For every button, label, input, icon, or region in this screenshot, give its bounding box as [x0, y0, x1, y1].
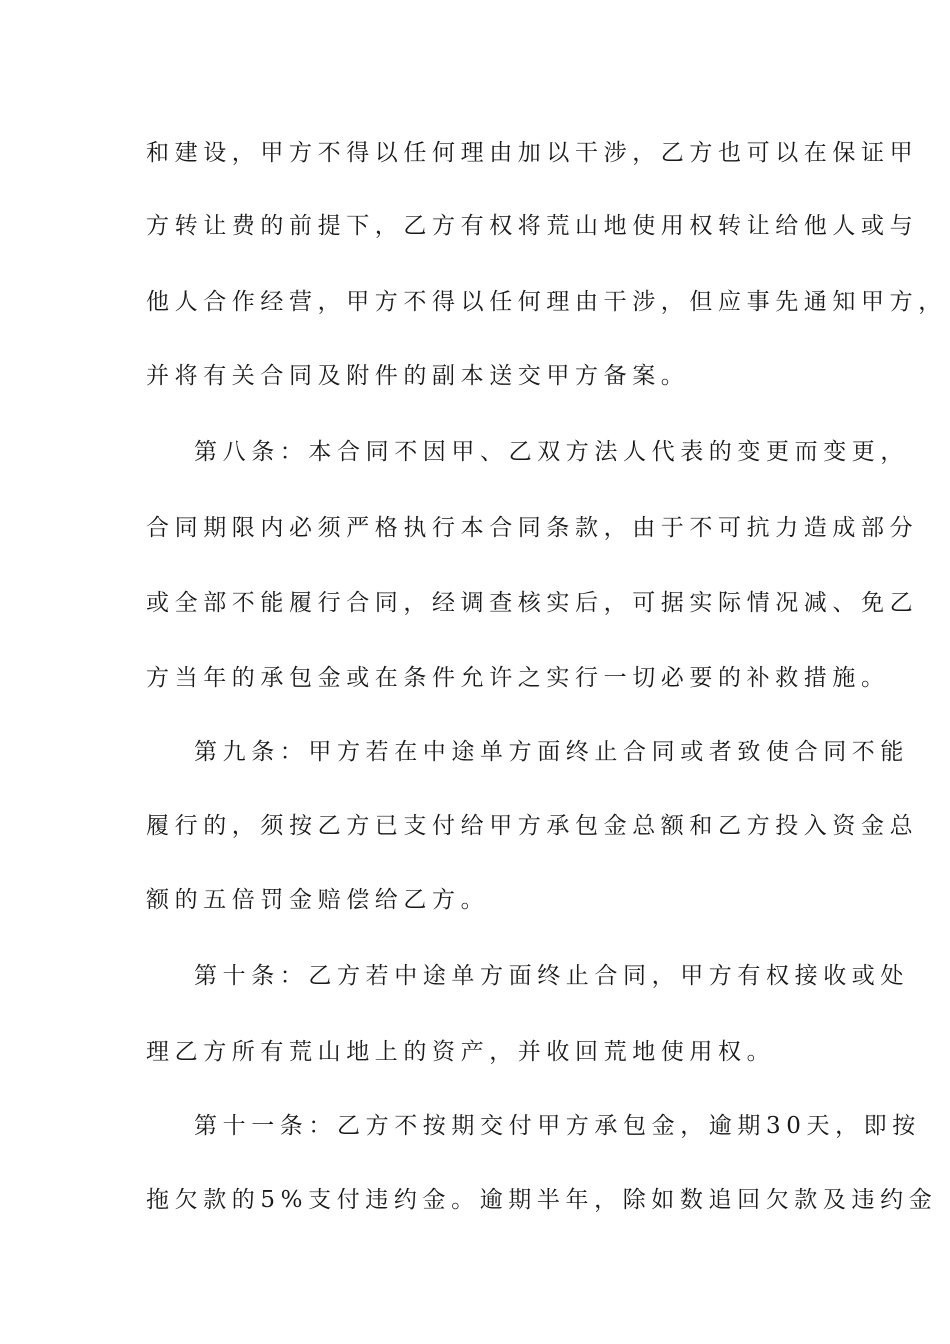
text-line: 履行的，须按乙方已支付给甲方承包金总额和乙方投入资金总 — [146, 813, 919, 839]
text-line: 方转让费的前提下，乙方有权将荒山地使用权转让给他人或与 — [146, 213, 919, 239]
article-11-line: 第十一条：乙方不按期交付甲方承包金，逾期30天，即按 — [194, 1113, 921, 1139]
text-line: 合同期限内必须严格执行本合同条款，由于不可抗力造成部分 — [146, 515, 919, 541]
text-line: 理乙方所有荒山地上的资产，并收回荒地使用权。 — [146, 1039, 776, 1065]
article-10-line: 第十条：乙方若中途单方面终止合同，甲方有权接收或处 — [194, 963, 909, 989]
article-8-line: 第八条：本合同不因甲、乙双方法人代表的变更而变更， — [194, 439, 909, 465]
text-line: 额的五倍罚金赔偿给乙方。 — [146, 887, 490, 913]
text-line: 拖欠款的5%支付违约金。逾期半年，除如数追回欠款及违约金 — [146, 1187, 938, 1213]
text-line: 方当年的承包金或在条件允许之实行一切必要的补救措施。 — [146, 665, 890, 691]
text-line: 和建设，甲方不得以任何理由加以干涉，乙方也可以在保证甲 — [146, 140, 919, 166]
article-9-line: 第九条：甲方若在中途单方面终止合同或者致使合同不能 — [194, 739, 909, 765]
text-line: 并将有关合同及附件的副本送交甲方备案。 — [146, 363, 690, 389]
text-line: 他人合作经营，甲方不得以任何理由干涉，但应事先通知甲方， — [146, 289, 947, 315]
text-line: 或全部不能履行合同，经调查核实后，可据实际情况减、免乙 — [146, 590, 919, 616]
